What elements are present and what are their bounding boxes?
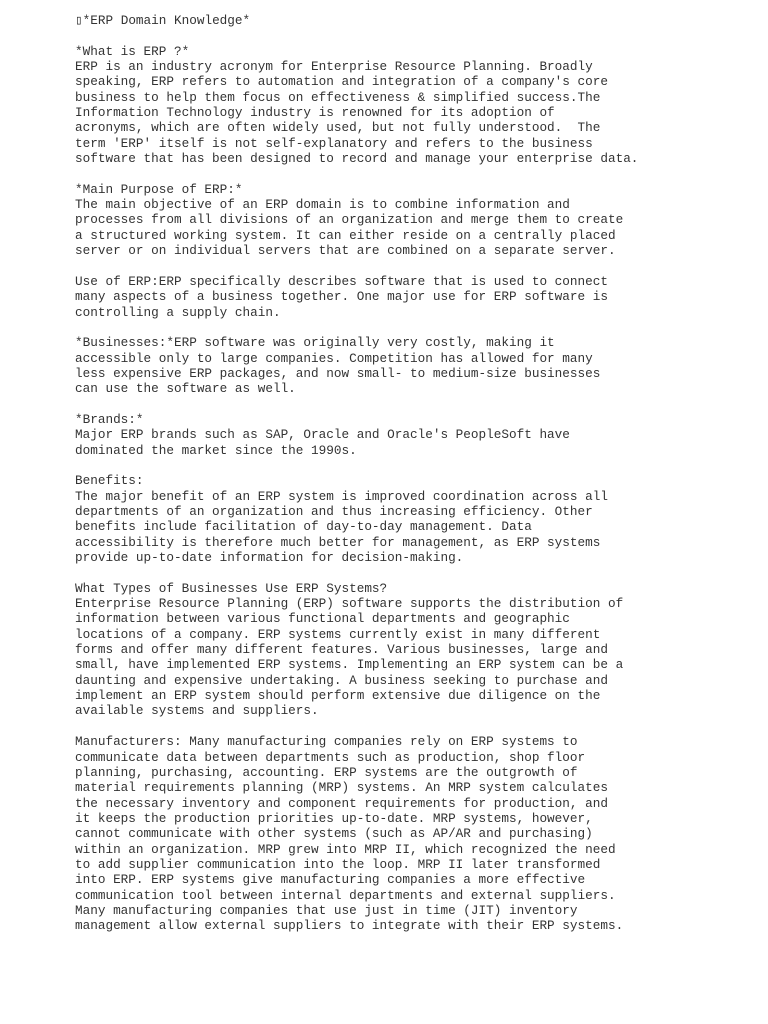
text-line: small, have implemented ERP systems. Implementing an ERP system can be a [75, 657, 624, 673]
text-line: departments of an organization and thus increasing efficiency. Other [75, 504, 593, 519]
paragraph-gap [75, 166, 755, 181]
text-line: Use of ERP:ERP specifically describes software that is used to connect [75, 273, 608, 289]
paragraph [75, 335, 755, 396]
document-body [75, 44, 755, 934]
text-line: acronyms, which are often widely used, but not fully understood. The [75, 120, 601, 136]
text-line: many aspects of a business together. One major use for ERP software is [75, 289, 608, 305]
text-line: daunting and expensive undertaking. A business seeking to purchase and [75, 672, 608, 688]
paragraph-gap [75, 719, 755, 734]
text-line: available systems and suppliers. [75, 703, 319, 719]
text-line: communication tool between internal departments and external suppliers. [75, 887, 616, 903]
paragraph [75, 44, 755, 167]
text-line: management allow external suppliers to integrate with their ERP systems. [75, 918, 624, 934]
text-line: communicate data between departments such as production, shop floor [75, 749, 586, 765]
text-line: Major ERP brands such as SAP, Oracle and Oracle's PeopleSoft have [75, 427, 570, 443]
text-line: ERP is an industry acronym for Enterprise Resource Planning. Broadly [75, 59, 593, 75]
text-line: cannot communicate with other systems (such as AP/AR and purchasing) [75, 826, 593, 842]
text-line: *Brands:* [75, 411, 144, 427]
paragraph [75, 581, 755, 719]
text-line: Information Technology industry is renowned for its adoption of [75, 105, 555, 121]
document-title: ▯*ERP Domain Knowledge* [75, 13, 251, 28]
text-line: implement an ERP system should perform extensive due diligence on the [75, 688, 601, 704]
text-line: Enterprise Resource Planning (ERP) software supports the distribution of [75, 596, 624, 612]
text-line: Many manufacturing companies that use just in time (JIT) inventory [75, 902, 578, 918]
text-line: it keeps the production priorities up-to-date. MRP systems, however, [75, 810, 593, 826]
paragraph [75, 182, 755, 259]
paragraph [75, 412, 755, 458]
paragraph-gap [75, 397, 755, 412]
text-line: processes from all divisions of an organization and merge them to create [75, 212, 624, 228]
text-line: accessibility is therefore much better for management, as ERP systems [75, 534, 601, 550]
paragraph [75, 473, 755, 565]
text-line: Benefits: [75, 473, 144, 489]
text-line: accessible only to large companies. Competition has allowed for many [75, 350, 593, 366]
text-line: within an organization. MRP grew into MRP II, which recognized the need [75, 841, 616, 857]
text-line: business to help them focus on effectiveness & simplified success.The [75, 89, 601, 105]
paragraph [75, 734, 755, 933]
text-line: The major benefit of an ERP system is improved coordination across all [75, 488, 608, 504]
text-line: speaking, ERP refers to automation and integration of a company's core [75, 74, 608, 90]
text-line: locations of a company. ERP systems currently exist in many different [75, 626, 601, 642]
paragraph-gap [75, 259, 755, 274]
paragraph [75, 274, 755, 320]
text-line: software that has been designed to record and manage your enterprise data. [75, 151, 639, 167]
text-line: information between various functional departments and geographic [75, 611, 570, 627]
text-line: controlling a supply chain. [75, 304, 281, 320]
text-line: forms and offer many different features. Various businesses, large and [75, 642, 608, 658]
text-line: material requirements planning (MRP) systems. An MRP system calculates [75, 780, 608, 796]
text-line: server or on individual servers that are combined on a separate server. [75, 243, 616, 259]
text-line: provide up-to-date information for decision-making. [75, 550, 464, 566]
text-line: *Businesses:*ERP software was originally very costly, making it [75, 335, 555, 351]
paragraph-gap [75, 28, 755, 43]
text-line: can use the software as well. [75, 381, 296, 397]
text-line: into ERP. ERP systems give manufacturing companies a more effective [75, 872, 586, 888]
text-line: Manufacturers: Many manufacturing companies rely on ERP systems to [75, 734, 578, 750]
document-page [75, 13, 755, 934]
text-line: term 'ERP' itself is not self-explanatory and refers to the business [75, 135, 593, 151]
paragraph-gap [75, 565, 755, 580]
text-line: to add supplier communication into the loop. MRP II later transformed [75, 856, 601, 872]
text-line: dominated the market since the 1990s. [75, 442, 357, 458]
text-line: planning, purchasing, accounting. ERP systems are the outgrowth of [75, 764, 578, 780]
text-line: a structured working system. It can either reside on a centrally placed [75, 227, 616, 243]
text-line: less expensive ERP packages, and now small- to medium-size businesses [75, 365, 601, 381]
text-line: What Types of Businesses Use ERP Systems? [75, 580, 388, 596]
text-line: the necessary inventory and component requirements for production, and [75, 795, 608, 811]
text-line: benefits include facilitation of day-to-day management. Data [75, 519, 532, 535]
text-line: The main objective of an ERP domain is to combine information and [75, 197, 570, 213]
paragraph-gap [75, 320, 755, 335]
text-line: *Main Purpose of ERP:* [75, 181, 243, 197]
text-line: *What is ERP ?* [75, 43, 190, 59]
paragraph-gap [75, 458, 755, 473]
